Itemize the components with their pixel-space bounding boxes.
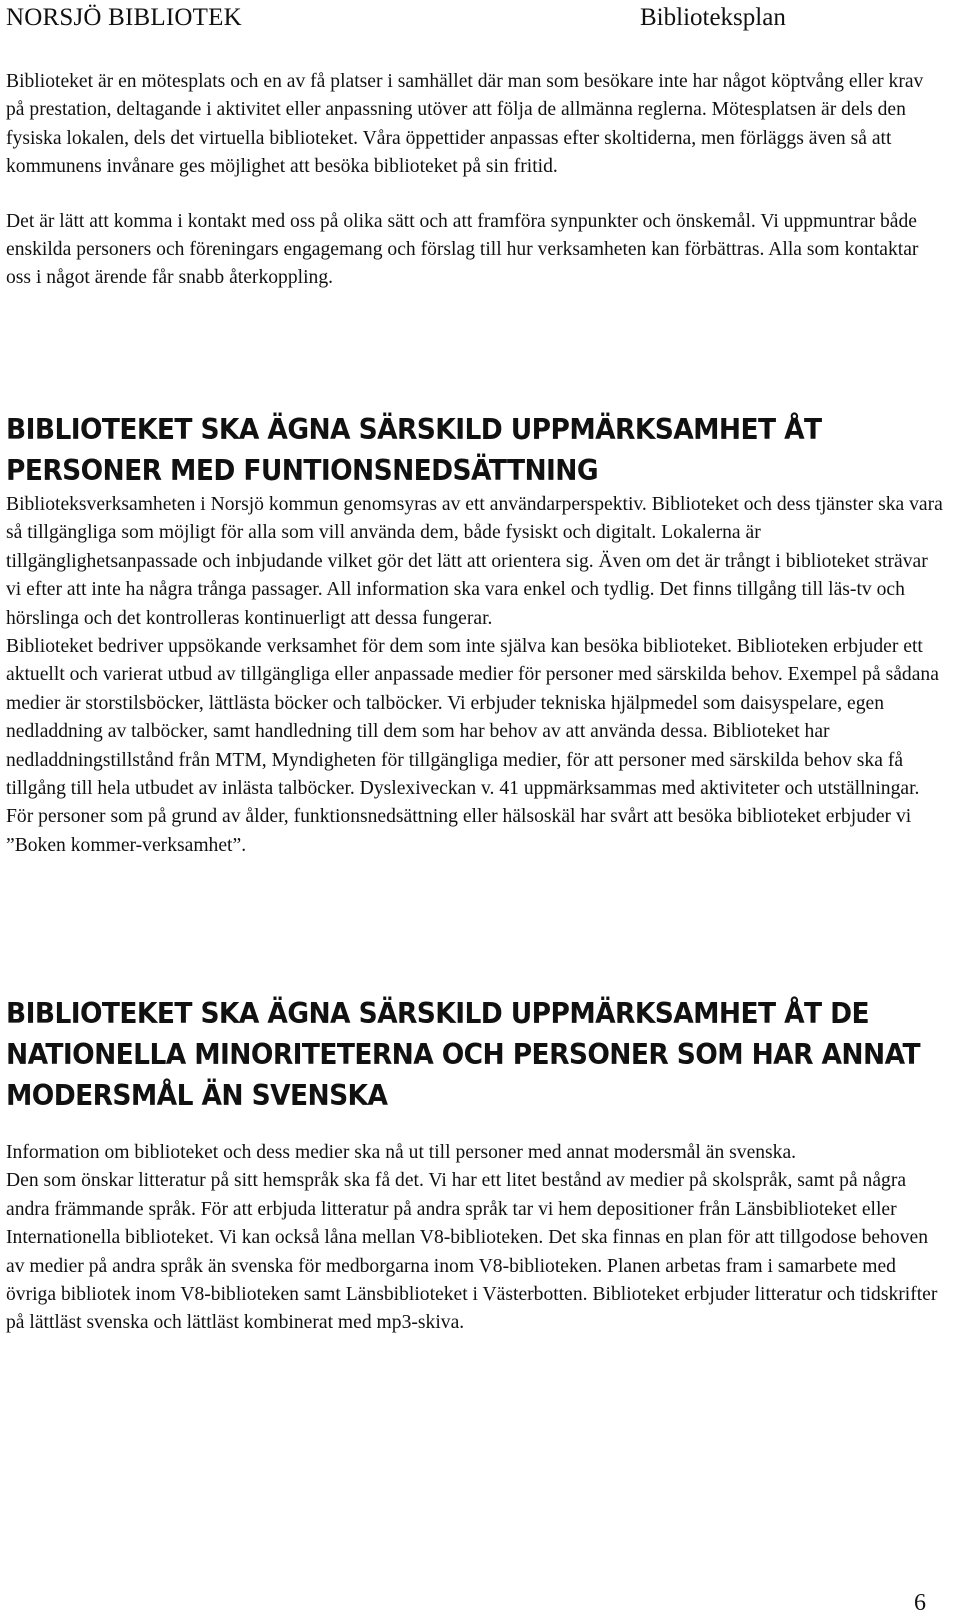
disability-section [6,491,946,860]
disability-paragraph-1: Biblioteksverksamheten i Norsjö kommun genomsyras av ett användarperspektiv. Biblioteket och dess tjänster ska vara så tillgängliga som möjligt för alla som vill använda dem, både fysiskt och digitalt. Lokalerna är tillgänglighetsanpassade och inbjudande vilket gör det lätt att orientera sig. Även om det är trångt i biblioteket strävar vi efter att inte ha några trånga passager. All information ska vara enkel och tydlig. Det finns tillgång till läs-tv och hörslinga och det kontrolleras kontinuerligt att dessa fungerar. [6,494,943,629]
page-number: 6 [914,1590,926,1616]
intro-paragraph-1: Biblioteket är en mötesplats och en av få platser i samhället där man som besökare inte har något köptvång eller krav på prestation, deltagande i aktivitet eller anpassning utöver att följa de allmänna reglerna. Mötesplatsen är dels den fysiska lokalen, dels det virtuella biblioteket. Våra öppettider anpassas efter skoltiderna, men förläggs även så att kommunens invånare ges möjlighet att besöka biblioteket på sin fritid. [6,71,924,178]
document-name: Biblioteksplan [640,4,786,31]
intro-section [6,68,946,293]
minorities-section [6,1139,946,1338]
disability-paragraph-2: Biblioteket bedriver uppsökande verksamhet för dem som inte själva kan besöka biblioteket. Biblioteken erbjuder ett aktuellt och varierat utbud av tillgängliga eller anpassade medier för personer med särskilda behov. Exempel på sådana medier är storstilsböcker, lättlästa böcker och talböcker. Vi erbjuder tekniska hjälpmedel som daisyspelare, egen nedladdning av talböcker, samt handledning till dem som har behov av att använda dessa. Biblioteket har nedladdningstillstånd från MTM, Myndigheten för tillgängliga medier, för att personer med särskilda behov ska få tillgång till hela utbudet av inlästa talböcker. Dyslexiveckan v. 41 uppmärksammas med aktiviteter och utställningar. För personer som på grund av ålder, funktionsnedsättning eller hälsoskäl har svårt att besöka biblioteket erbjuder vi ”Boken kommer-verksamhet”. [6,636,939,856]
minorities-paragraph-2: Den som önskar litteratur på sitt hemspråk ska få det. Vi har ett litet bestånd av medier på skolspråk, samt på några andra främmande språk. För att erbjuda litteratur på andra språk tar vi hem depositioner från Länsbiblioteket eller Internationella biblioteket. Vi kan också låna mellan V8-biblioteken. Det ska finnas en plan för att tillgodose behoven av medier på andra språk än svenska för medborgarna inom V8-biblioteken. Planen arbetas fram i samarbete med övriga bibliotek inom V8-biblioteken samt Länsbiblioteket i Västerbotten. Biblioteket erbjuder litteratur och tidskrifter på lättläst svenska och lättläst kombinerat med mp3-skiva. [6,1170,938,1334]
page-header [6,0,946,40]
minorities-paragraph-1: Information om biblioteket och dess medier ska nå ut till personer med annat modersmål än svenska. [6,1142,797,1163]
library-name: NORSJÖ BIBLIOTEK [6,4,242,31]
intro-paragraph-2: Det är lätt att komma i kontakt med oss på olika sätt och att framföra synpunkter och önskemål. Vi uppmuntrar både enskilda personers och föreningars engagemang och förslag till hur verksamheten kan förbättras. Alla som kontaktar oss i något ärende får snabb återkoppling. [6,210,919,289]
section-heading-disability: BIBLIOTEKET SKA ÄGNA SÄRSKILD UPPMÄRKSAMHET ÅT PERSONER MED FUNTIONSNEDSÄTTNING [6,413,822,488]
section-heading-minorities: BIBLIOTEKET SKA ÄGNA SÄRSKILD UPPMÄRKSAMHET ÅT DE NATIONELLA MINORITETERNA OCH PERSONER SOM HAR ANNAT MODERSMÅL ÄN SVENSKA [6,997,920,1113]
